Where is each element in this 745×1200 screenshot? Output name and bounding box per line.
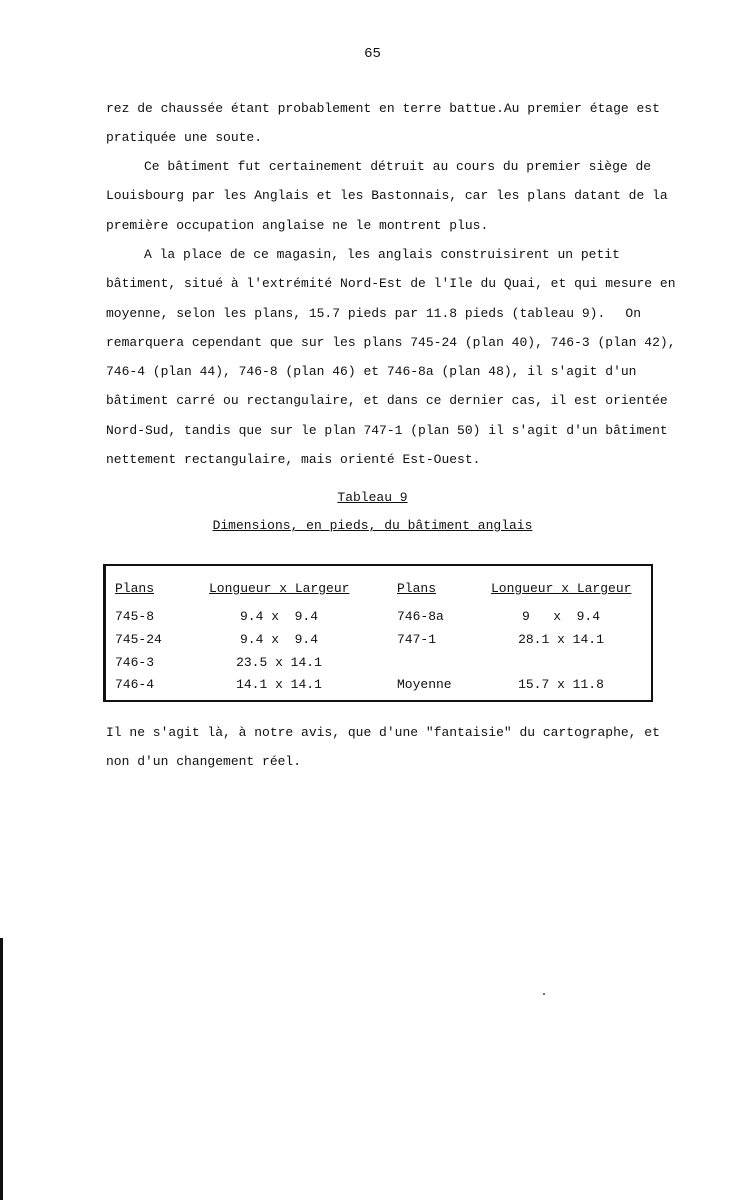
text-segment: remarquera cependant que sur les plans 745-24 (plan 40), 746-3 (plan 42), (106, 334, 676, 350)
table-cell: 23.5 x 14.1 (236, 655, 322, 670)
text-segment: Au premier étage est (503, 101, 660, 116)
text-segment: Il ne s'agit là, à notre avis, que d'une "fantaisie" du cartographe, et (106, 725, 660, 740)
table-cell: 745-24 (115, 632, 162, 647)
paragraph-1 (106, 94, 660, 153)
table-cell: 28.1 x 14.1 (518, 632, 604, 647)
text-segment: 746-4 (plan 44), 746-8 (plan 46) et 746-8a (plan 48), il s'agit d'un (106, 364, 637, 380)
text-line (106, 445, 641, 474)
text-line (106, 718, 660, 747)
text-segment: A la place de ce magasin, les anglais construisirent un petit (144, 247, 620, 262)
table-cell: 746-4 (115, 677, 155, 692)
text-line (106, 269, 676, 298)
table-cell: 746-8a (397, 609, 444, 624)
table-cell: 9.4 x 9.4 (239, 609, 318, 624)
table-cell: 15.7 x 11.8 (518, 677, 604, 692)
table-cell: 14.1 x 14.1 (236, 677, 322, 692)
column-header: Plans (397, 581, 437, 596)
text-segment: moyenne, selon les plans, 15.7 pieds par 11.8 pieds (tableau 9). (106, 305, 606, 321)
table-row (105, 629, 653, 651)
paragraph-2 (106, 152, 668, 240)
table-cell: 747-1 (397, 632, 437, 647)
dimensions-table (103, 564, 653, 702)
table-cell: 9.4 x 9.4 (239, 632, 318, 647)
scan-edge-bar (0, 938, 3, 1200)
page-number: 65 (364, 46, 381, 62)
text-segment: nettement rectangulaire, mais orienté Est-Ouest. (106, 452, 481, 468)
text-segment: pratiquée une soute. (106, 130, 263, 146)
table-row (105, 606, 653, 628)
text-line (106, 386, 668, 415)
table-cell: Moyenne (397, 677, 452, 692)
text-segment: Nord-Sud, tandis que sur le plan 747-1 (plan 50) il s'agit d'un bâtiment (106, 422, 668, 438)
closing-paragraph (106, 718, 660, 777)
text-segment: Ce bâtiment fut certainement détruit au cours du premier siège de (144, 159, 652, 174)
text-segment: bâtiment carré ou rectangulaire, et dans ce dernier cas, il est orientée (106, 393, 668, 409)
text-segment: rez de chaussée étant probablement en terre battue. (106, 101, 504, 116)
table-title: Tableau 9 (337, 490, 408, 505)
text-line (106, 416, 668, 445)
text-line (106, 357, 641, 386)
text-line (106, 328, 676, 357)
text-line (106, 240, 641, 269)
column-header: Longueur x Largeur (491, 581, 632, 596)
text-line (106, 94, 660, 123)
text-line (106, 747, 641, 776)
text-line (106, 152, 652, 181)
table-row (105, 674, 653, 696)
table-row (105, 652, 653, 674)
column-header: Longueur x Largeur (209, 581, 350, 596)
table-cell: 746-3 (115, 655, 155, 670)
text-segment: non d'un changement réel. (106, 754, 302, 770)
text-line (106, 211, 641, 240)
text-line (106, 123, 641, 152)
table-cell: 9 x 9.4 (521, 609, 600, 624)
text-segment: bâtiment, situé à l'extrémité Nord-Est de l'Ile du Quai, et qui mesure en (106, 276, 676, 292)
column-header: Plans (115, 581, 155, 596)
text-segment: Louisbourg par les Anglais et les Bastonnais, car les plans datant de la (106, 188, 668, 204)
table-header-row (105, 578, 653, 600)
scan-speck (543, 993, 545, 995)
paragraph-3 (106, 240, 676, 474)
text-segment: première occupation anglaise ne le montrent plus. (106, 217, 489, 233)
table-caption: Dimensions, en pieds, du bâtiment anglais (212, 518, 533, 533)
text-line (106, 299, 641, 328)
text-line (106, 181, 668, 210)
text-segment: On (625, 305, 641, 321)
table-cell: 745-8 (115, 609, 155, 624)
